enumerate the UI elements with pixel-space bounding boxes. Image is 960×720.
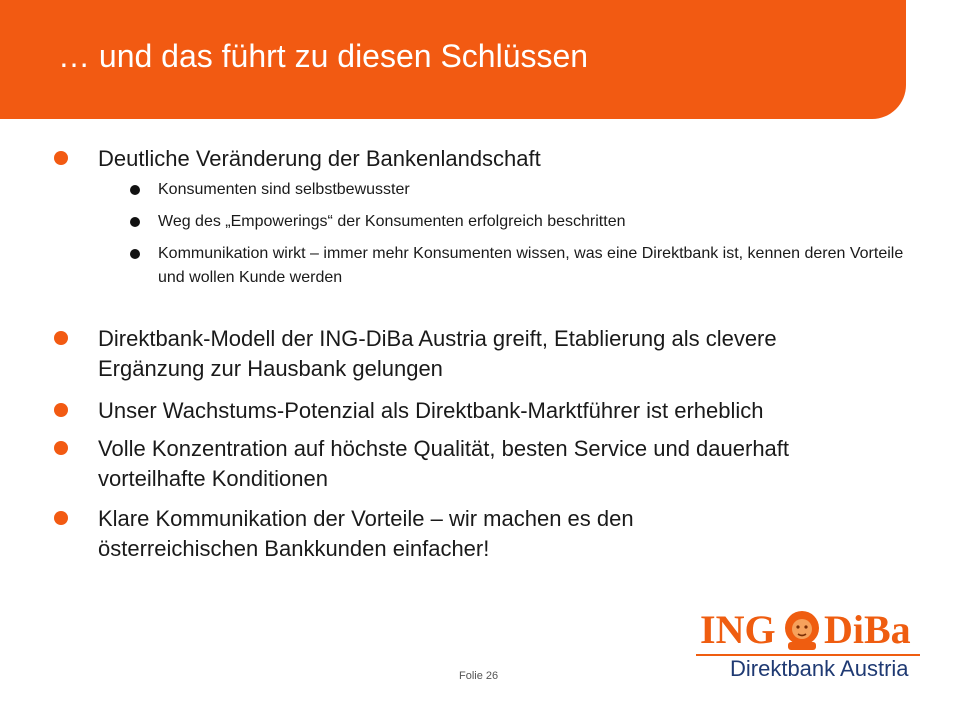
bullet-dot [54,151,68,165]
logo-subtitle: Direktbank Austria [730,656,909,681]
bullet-dot [54,511,68,525]
sub-bullet-dot [130,249,140,259]
sub-bullet-dot [130,185,140,195]
bullet-dot [54,403,68,417]
bullet-dot [54,331,68,345]
bullet-text: Direktbank-Modell der ING-DiBa Austria greift, Etablierung als clevere Ergänzung zur Hausbank gelungen [98,326,777,381]
slide-title: … und das führt zu diesen Schlüssen [58,38,589,74]
bullet-text: Klare Kommunikation der Vorteile – wir machen es den österreichischen Bankkunden einfacher! [98,506,634,561]
bullet-text: Deutliche Veränderung der Bankenlandschaft [98,146,541,171]
sub-bullet-text: Kommunikation wirkt – immer mehr Konsumenten wissen, was eine Direktbank ist, kennen deren Vorteile und wollen Kunde werden [158,245,904,286]
bullet-dot [54,441,68,455]
lion-icon [778,608,826,652]
sub-bullet-text: Weg des „Empowerings“ der Konsumenten erfolgreich beschritten [158,213,626,230]
logo-diba-text: DiBa [824,607,911,652]
ing-diba-logo [696,606,920,686]
bullet-text: Volle Konzentration auf höchste Qualität, besten Service und dauerhaft vorteilhafte Konditionen [98,436,790,491]
bullet-text: Unser Wachstums-Potenzial als Direktbank-Marktführer ist erheblich [98,398,764,423]
sub-bullet-text: Konsumenten sind selbstbewusster [158,181,410,198]
sub-bullet-dot [130,217,140,227]
logo-ing-text: ING [700,607,776,652]
slide-number: Folie 26 [459,670,499,682]
